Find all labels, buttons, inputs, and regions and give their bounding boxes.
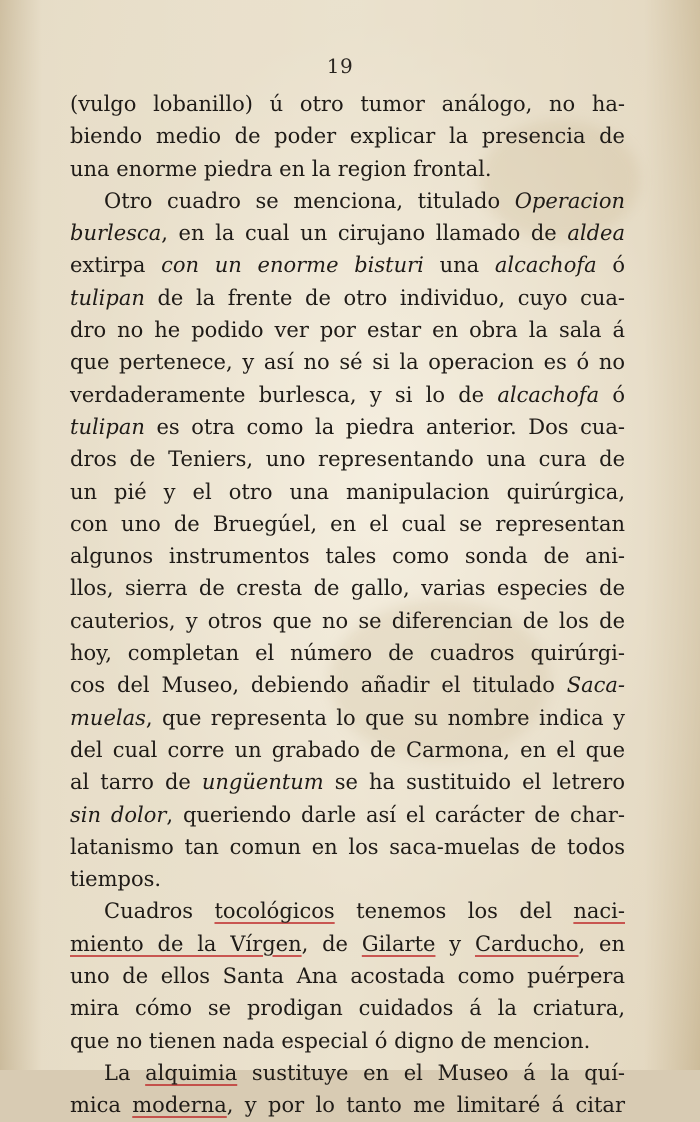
text-segment: ó — [599, 382, 625, 407]
text-line — [70, 1057, 625, 1089]
underlined-text: Carducho — [474, 931, 579, 956]
text-line — [70, 702, 625, 734]
text-segment: dro no he podido ver por estar en obra la sala á — [70, 318, 625, 343]
text-line — [70, 766, 625, 798]
text-segment: uno de ellos Santa Ana acostada como puérpera — [70, 964, 625, 989]
text-line — [70, 960, 625, 992]
text-line — [70, 992, 625, 1024]
text-line — [70, 605, 625, 637]
underlined-text: miento de la Vírgen — [70, 931, 302, 956]
text-segment: , que representa lo que su nombre indica y — [145, 705, 625, 730]
text-line — [70, 637, 625, 669]
text-segment: hoy, completan el número de cuadros quirúrgi- — [70, 641, 625, 666]
text-segment: , en — [578, 931, 625, 956]
text-segment: extirpa — [70, 253, 162, 278]
text-line — [70, 1025, 625, 1057]
text-line — [70, 572, 625, 604]
text-segment: Otro cuadro se menciona, titulado — [104, 188, 515, 213]
text-segment: latanismo tan comun en los saca-muelas de todos — [70, 834, 625, 859]
text-segment: es otra como la piedra anterior. Dos cua- — [144, 414, 625, 439]
text-segment: cos del Museo, debiendo añadir el titulado — [70, 673, 567, 698]
text-segment: La — [104, 1060, 146, 1085]
text-segment: de la frente de otro individuo, cuyo cua- — [144, 285, 625, 310]
text-segment: mica — [70, 1093, 133, 1118]
text-segment: una enorme piedra en la region frontal. — [70, 156, 492, 181]
italic-text: tulipan — [70, 285, 145, 310]
page-number: 19 — [326, 54, 354, 78]
text-line — [70, 379, 625, 411]
italic-text: alcachofa — [497, 382, 600, 407]
text-line — [70, 476, 625, 508]
text-line — [70, 411, 625, 443]
text-line — [70, 217, 625, 249]
text-line — [70, 185, 625, 217]
text-segment: que no tienen nada especial ó digno de mencion. — [70, 1028, 591, 1053]
italic-text: Saca- — [566, 673, 625, 698]
text-line — [70, 120, 625, 152]
underlined-text: tocológicos — [214, 899, 335, 924]
text-segment: y — [435, 931, 475, 956]
text-segment: verdaderamente burlesca, y si lo de — [70, 382, 498, 407]
text-segment: , y por lo tanto me limitaré á citar — [226, 1093, 625, 1118]
italic-text: ungüentum — [201, 770, 324, 795]
text-line — [70, 540, 625, 572]
text-segment: ó — [596, 253, 625, 278]
italic-text: sin dolor — [70, 802, 167, 827]
text-segment: tenemos los del — [334, 899, 574, 924]
text-line — [70, 88, 625, 120]
italic-text: con un enorme bisturi — [161, 253, 424, 278]
text-line — [70, 669, 625, 701]
text-line — [70, 928, 625, 960]
text-segment: (vulgo lobanillo) ú otro tumor análogo, no ha- — [70, 92, 625, 116]
text-line — [70, 895, 625, 927]
text-segment: biendo medio de poder explicar la presencia de — [70, 124, 625, 149]
text-segment: llos, sierra de cresta de gallo, varias especies de — [70, 576, 625, 601]
text-segment: Cuadros — [104, 899, 215, 924]
text-line — [70, 314, 625, 346]
text-line — [70, 508, 625, 540]
italic-text: burlesca — [70, 221, 162, 246]
text-segment: con uno de Bruegúel, en el cual se representan — [70, 511, 625, 536]
italic-text: tulipan — [70, 414, 145, 439]
italic-text: muelas — [70, 705, 146, 730]
text-line — [70, 734, 625, 766]
text-segment: , de — [301, 931, 362, 956]
text-segment: dros de Teniers, uno representando una cura de — [70, 447, 625, 472]
italic-text: alcachofa — [494, 253, 597, 278]
text-segment: cauterios, y otros que no se diferencian de los de — [70, 608, 625, 633]
text-line — [70, 346, 625, 378]
text-line — [70, 863, 625, 895]
text-segment: , en la cual un cirujano llamado de — [161, 221, 568, 246]
text-segment: se ha sustituido el letrero — [323, 770, 625, 795]
text-segment: que pertenece, y así no sé si la operacion es ó no — [70, 350, 625, 375]
text-line — [70, 282, 625, 314]
text-line — [70, 831, 625, 863]
underlined-text: alquimia — [145, 1060, 238, 1085]
underlined-text: naci- — [573, 899, 625, 924]
underlined-text: Gilarte — [361, 931, 436, 956]
text-line — [70, 249, 625, 281]
underlined-text: moderna — [132, 1093, 227, 1118]
text-segment: una — [423, 253, 495, 278]
text-segment: al tarro de — [70, 770, 202, 795]
text-segment: , queriendo darle así el carácter de char- — [166, 802, 625, 827]
text-segment: del cual corre un grabado de Carmona, en el que — [70, 737, 625, 762]
italic-text: aldea — [567, 221, 625, 246]
text-line — [70, 153, 625, 185]
text-line — [70, 443, 625, 475]
text-segment: un pié y el otro una manipulacion quirúrgica, — [70, 479, 625, 504]
text-segment: mira cómo se prodigan cuidados á la criatura, — [70, 996, 625, 1021]
text-line — [70, 1089, 625, 1121]
text-segment: algunos instrumentos tales como sonda de ani- — [70, 544, 625, 569]
italic-text: Operacion — [514, 188, 625, 213]
text-line — [70, 799, 625, 831]
text-segment: sustituye en el Museo á la quí- — [237, 1060, 625, 1085]
text-segment: tiempos. — [70, 867, 162, 892]
body-text — [70, 88, 625, 1122]
